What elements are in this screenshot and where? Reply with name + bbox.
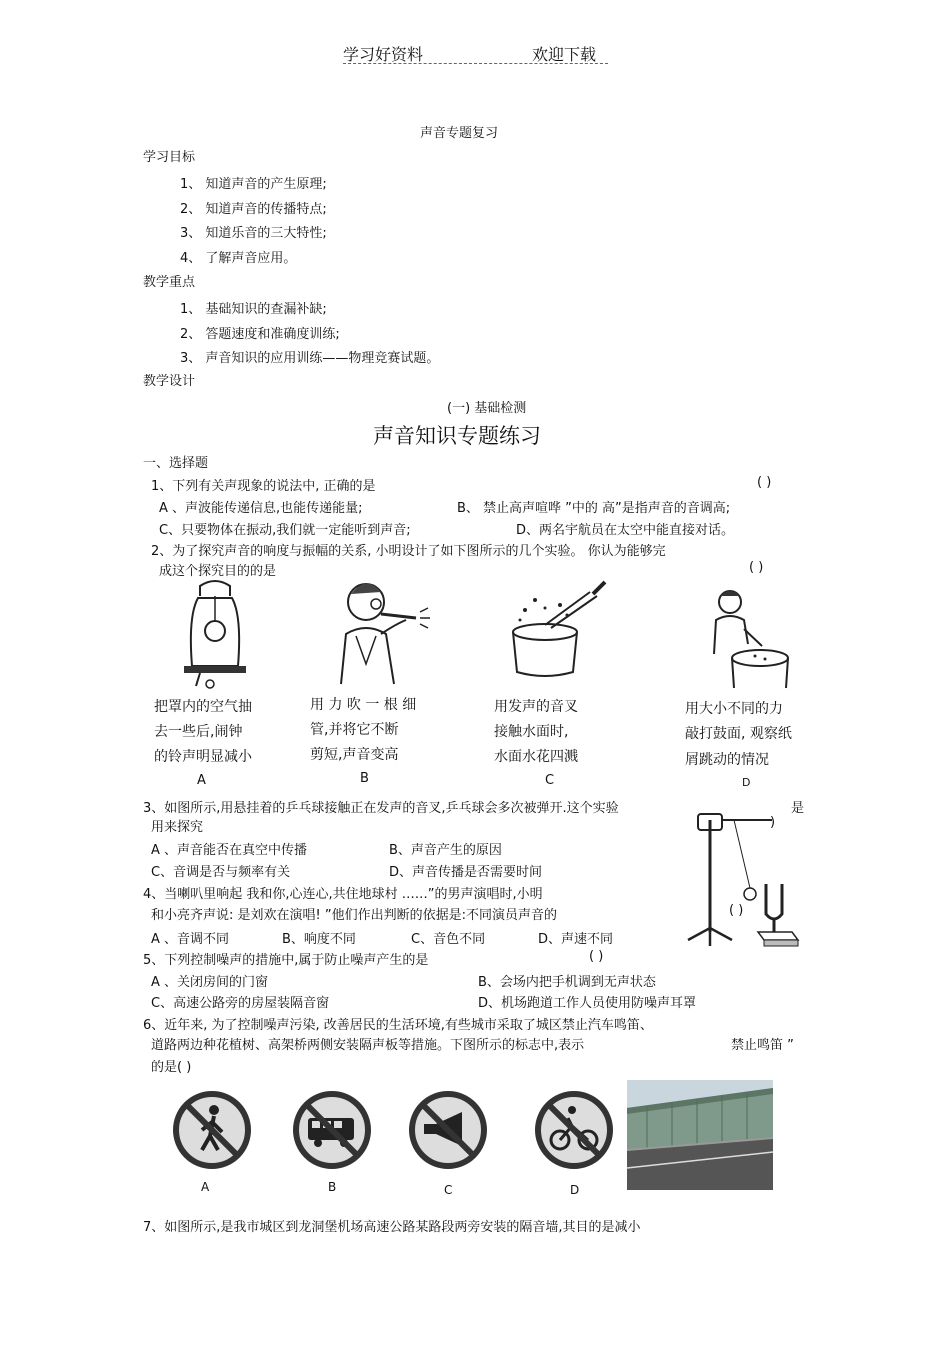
q3-stem-line2: 用来探究 (151, 820, 204, 835)
q2-caption-a-line: 的铃声明显减小 (154, 749, 252, 765)
q7-stem: 7、如图所示,是我市城区到龙洞堡机场高速公路某路段两旁安装的隔音墙,其目的是减小 (143, 1220, 641, 1235)
q2-caption-c-line: 水面水花四溅 (494, 749, 578, 765)
no-bus-sign-icon (290, 1088, 374, 1172)
q6-stem-line2-end: 禁止鸣笛 ” (731, 1038, 794, 1053)
q2-paren: ( ) (749, 560, 764, 575)
q6-stem-line3: 的是( ) (151, 1060, 192, 1075)
q6-sign-label-d: D (570, 1183, 580, 1197)
header-left: 学习好资料 (343, 45, 424, 64)
q3-stem-line1-end: 是 (791, 801, 805, 816)
q5-paren: ( ) (589, 949, 604, 964)
goal-item: 4、 了解声音应用。 (180, 251, 297, 266)
q2-stem-line1: 2、为了探究声音的响度与振幅的关系, 小明设计了如下图所示的几个实验。 你认为能够完 (151, 544, 666, 559)
q6-stem-line2: 道路两边种花植树、高架桥两侧安装隔声板等措施。下图所示的标志中,表示 (151, 1038, 585, 1053)
q1-stem: 1、下列有关声现象的说法中, 正确的是 (151, 479, 376, 494)
q6-stem-line1: 6、近年来, 为了控制噪声污染, 改善居民的生活环境,有些城市采取了城区禁止汽车鸣笛、 (143, 1018, 653, 1033)
q1-option-a: A 、声波能传递信息,也能传递能量; (159, 501, 363, 516)
q2-caption-b-line: 剪短,声音变高 (310, 747, 399, 763)
q2-stem-line2: 成这个探究目的的是 (159, 564, 277, 579)
q4-stem-line2: 和小亮齐声说: 是刘欢在演唱! ”他们作出判断的依据是:不同演员声音的 (151, 908, 557, 923)
q4-stem-line1: 4、当喇叭里响起 我和你,心连心,共住地球村 ……”的男声演唱时,小明 (143, 887, 543, 902)
q6-sign-label-c: C (444, 1183, 453, 1197)
q5-option-a: A 、关闭房间的门窗 (151, 975, 269, 990)
goal-item: 1、 知道声音的产生原理; (180, 177, 327, 192)
q4-option-b: B、响度不同 (282, 932, 356, 947)
sub-title: (一) 基础检测 (447, 401, 527, 416)
q4-option-d: D、声速不同 (538, 932, 614, 947)
q4-option-a: A 、音调不同 (151, 932, 230, 947)
focus-item: 1、 基础知识的查漏补缺; (180, 302, 327, 317)
q3-paren: ) (770, 815, 776, 830)
q5-option-c: C、高速公路旁的房屋装隔音窗 (151, 996, 330, 1011)
q2-label-a: A (197, 773, 206, 788)
q6-sign-label-a: A (201, 1180, 210, 1194)
header-underline (343, 63, 608, 64)
q4-option-c: C、音色不同 (411, 932, 486, 947)
q5-option-b: B、会场内把手机调到无声状态 (478, 975, 656, 990)
q6-sign-label-b: B (328, 1180, 337, 1194)
q5-stem: 5、下列控制噪声的措施中,属于防止噪声产生的是 (143, 953, 429, 968)
q2-label-b: B (360, 771, 369, 786)
q2-caption-c-line: 用发声的音叉 (494, 699, 578, 715)
q2-caption-a-line: 把罩内的空气抽 (154, 699, 252, 715)
tuning-fork-water-figure (505, 580, 615, 680)
design-title: 教学设计 (143, 374, 196, 389)
q2-caption-a-line: 去一些后,闹钟 (154, 724, 243, 740)
q2-caption-d-line: 屑跳动的情况 (685, 752, 769, 768)
q3-option-a: A 、声音能否在真空中传播 (151, 843, 308, 858)
no-honking-sign-icon (406, 1088, 490, 1172)
goal-item: 2、 知道声音的传播特点; (180, 202, 327, 217)
goals-title: 学习目标 (143, 150, 196, 165)
q3-option-b: B、声音产生的原因 (389, 843, 502, 858)
q3-stem-line1: 3、如图所示,用悬挂着的乒乓球接触正在发声的音叉,乒乓球会多次被弹开.这个实验 (143, 801, 619, 816)
focus-item: 3、 声音知识的应用训练——物理竞赛试题。 (180, 351, 440, 366)
q2-caption-c-line: 接触水面时, (494, 724, 569, 740)
no-bicycle-sign-icon (532, 1088, 616, 1172)
person-drum-figure (700, 584, 790, 692)
q2-caption-b-line: 用 力 吹 一 根 细 (310, 697, 417, 713)
q2-caption-b-line: 管,并将它不断 (310, 722, 399, 738)
q2-caption-d-line: 敲打鼓面, 观察纸 (685, 726, 792, 742)
no-pedestrian-sign-icon (170, 1088, 254, 1172)
q5-option-d: D、机场跑道工作人员使用防噪声耳罩 (478, 996, 697, 1011)
q4-paren: ( ) (729, 903, 744, 918)
practice-title: 声音知识专题练习 (373, 424, 541, 448)
q2-label-c: C (545, 773, 555, 788)
q1-option-d: D、两名宇航员在太空中能直接对话。 (516, 523, 735, 538)
q3-option-d: D、声音传播是否需要时间 (389, 865, 543, 880)
doc-title: 声音专题复习 (420, 126, 499, 141)
q3-option-c: C、音调是否与频率有关 (151, 865, 291, 880)
bell-jar-figure (180, 576, 250, 692)
goal-item: 3、 知道乐音的三大特性; (180, 226, 327, 241)
header-right: 欢迎下载 (532, 45, 597, 64)
q2-caption-d-line: 用大小不同的力 (685, 701, 783, 717)
q1-option-c: C、只要物体在振动,我们就一定能听到声音; (159, 523, 411, 538)
q1-option-b: B、 禁止高声喧哗 ”中的 高”是指声音的音调高; (457, 501, 731, 516)
focus-item: 2、 答题速度和准确度训练; (180, 327, 340, 342)
pendulum-tuning-fork-figure (684, 806, 804, 950)
q2-label-d: D (742, 776, 751, 789)
noise-barrier-photo (627, 1080, 773, 1190)
part-one-title: 一、选择题 (143, 456, 209, 471)
q1-paren: ( ) (757, 475, 772, 490)
person-blowing-tube-figure (336, 574, 436, 686)
focus-title: 教学重点 (143, 275, 196, 290)
